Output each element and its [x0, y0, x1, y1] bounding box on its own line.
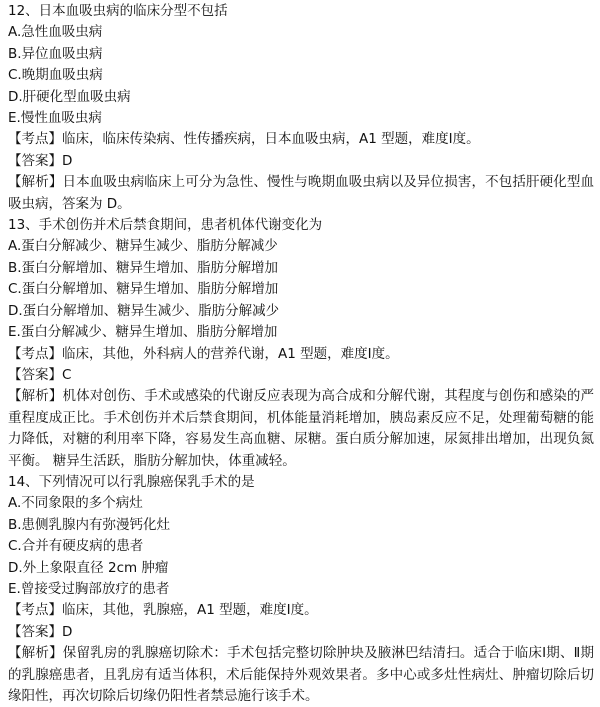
answer: 【答案】D: [8, 152, 73, 169]
kaodian: 【考点】临床，其他，乳腺癌，A1 型题，难度Ⅰ度。: [8, 602, 318, 619]
option-c: C.晚期血吸虫病: [8, 67, 103, 84]
option-d: D.肝硬化型血吸虫病: [8, 88, 131, 105]
question-12: [8, 1, 594, 215]
question-title: 12、日本血吸虫病的临床分型不包括: [8, 3, 228, 19]
explanation: 【解析】日本血吸虫病临床上可分为急性、慢性与晚期血吸虫病以及异位损害，不包括肝硬化型血吸虫病，答案为 D。: [8, 174, 594, 212]
kaodian: 【考点】临床，其他，外科病人的营养代谢，A1 型题，难度Ⅰ度。: [8, 345, 399, 362]
option-d: D.外上象限直径 2cm 肿瘤: [8, 559, 169, 576]
answer: 【答案】D: [8, 623, 73, 640]
option-a: A.蛋白分解减少、糖异生减少、脂肪分解减少: [8, 238, 278, 255]
option-e: E.曾接受过胸部放疗的患者: [8, 580, 170, 597]
kaodian: 【考点】临床，临床传染病、性传播疾病，日本血吸虫病，A1 型题，难度Ⅰ度。: [8, 131, 480, 148]
option-e: E.慢性血吸虫病: [8, 110, 102, 127]
question-14: [8, 472, 594, 707]
question-title: 13、手术创伤并术后禁食期间，患者机体代谢变化为: [8, 217, 323, 234]
option-b: B.异位血吸虫病: [8, 45, 103, 62]
option-a: A.急性血吸虫病: [8, 24, 103, 41]
option-a: A.不同象限的多个病灶: [8, 495, 143, 512]
question-13: [8, 215, 594, 472]
explanation: 【解析】保留乳房的乳腺癌切除术：手术包括完整切除肿块及腋淋巴结清扫。适合于临床Ⅰ期、Ⅱ期的乳腺癌患者，且乳房有适当体积，术后能保持外观效果者。多中心或多灶性病灶、肿瘤切除后切缘阳性，再次切除后切缘仍阳性者禁忌施行该手术。: [8, 645, 594, 704]
explanation: 【解析】机体对创伤、手术或感染的代谢反应表现为高合成和分解代谢，其程度与创伤和感染的严重程度成正比。手术创伤并术后禁食期间，机体能量消耗增加，胰岛素反应不足，处理葡萄糖的能力降低，对糖的利用率下降，容易发生高血糖、尿糖。蛋白质分解加速，尿氮排出增加，出现负氮平衡。 糖异生活跃，脂肪分解加快，体重减轻。: [8, 388, 594, 469]
option-b: B.患侧乳腺内有弥漫钙化灶: [8, 516, 171, 533]
option-b: B.蛋白分解增加、糖异生增加、脂肪分解增加: [8, 259, 279, 276]
option-e: E.蛋白分解减少、糖异生增加、脂肪分解增加: [8, 324, 278, 341]
option-d: D.蛋白分解增加、糖异生减少、脂肪分解减少: [8, 302, 280, 319]
answer: 【答案】C: [8, 366, 72, 383]
option-c: C.蛋白分解增加、糖异生增加、脂肪分解增加: [8, 281, 279, 298]
question-title: 14、下列情况可以行乳腺癌保乳手术的是: [8, 473, 255, 490]
option-c: C.合并有硬皮病的患者: [8, 538, 144, 555]
